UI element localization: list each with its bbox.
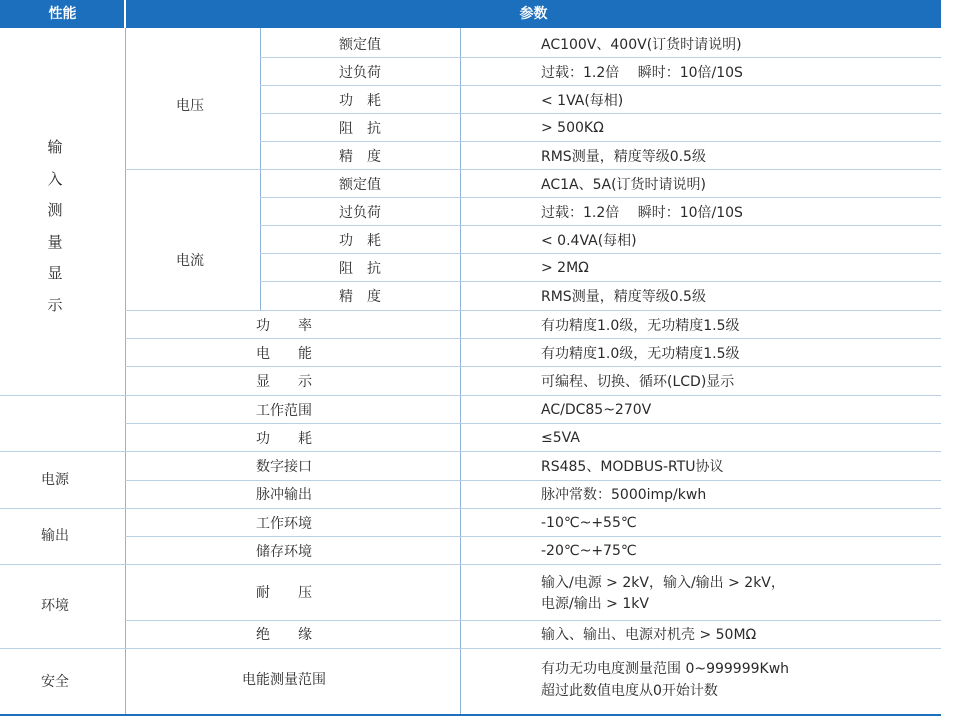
- grid-hline: [260, 253, 941, 254]
- row-value: < 1VA(每相): [541, 93, 624, 109]
- grid-hline: [260, 85, 941, 86]
- grid-hline: [260, 197, 941, 198]
- header-performance: 性能: [48, 6, 77, 22]
- row-value: 过载：1.2倍 瞬时：10倍/10S: [541, 65, 743, 81]
- row-value: 输入、输出、电源对机壳 > 50MΩ: [541, 627, 757, 643]
- row-label: 显 示: [256, 374, 312, 390]
- row-value: ≤5VA: [541, 430, 580, 446]
- row-label: 工作范围: [256, 403, 312, 419]
- row-label: 精 度: [339, 289, 381, 305]
- grid-hline: [125, 536, 941, 537]
- table-bottom-border: [0, 714, 941, 716]
- row-label: 电 能: [256, 346, 312, 362]
- sub-voltage: 电压: [176, 98, 204, 114]
- group-char: 入: [47, 169, 63, 188]
- row-label: 阻 抗: [339, 121, 381, 137]
- row-label: 功 耗: [339, 93, 381, 109]
- grid-hline: [125, 620, 941, 621]
- grid-hline: [0, 564, 941, 565]
- row-label: 精 度: [339, 149, 381, 165]
- energy-range-label: 电能测量范围: [242, 672, 326, 688]
- grid-hline: [0, 395, 941, 396]
- grid-hline: [260, 57, 941, 58]
- row-value: AC100V、400V(订货时请说明): [541, 37, 742, 53]
- row-label: 耐 压: [256, 585, 312, 601]
- row-label: 功 耗: [256, 431, 312, 447]
- row-value: RMS测量，精度等级0.5级: [541, 149, 706, 165]
- row-value: > 2MΩ: [541, 260, 589, 276]
- grid-vline-1: [125, 28, 126, 716]
- energy-range-note: 超过此数值电度从0开始计数: [541, 683, 718, 699]
- group-char: 量: [47, 232, 63, 251]
- grid-vline-3: [460, 28, 461, 716]
- grid-hline: [125, 338, 941, 339]
- row-label: 功 耗: [339, 233, 381, 249]
- grid-hline: [125, 169, 941, 170]
- row-label: 数字接口: [256, 459, 312, 475]
- row-label: 阻 抗: [339, 261, 381, 277]
- sub-current: 电流: [176, 253, 204, 269]
- grid-hline: [125, 423, 941, 424]
- group-char: 测: [47, 201, 63, 219]
- energy-range-value: 有功无功电度测量范围 0~999999Kwh: [541, 661, 790, 677]
- grid-hline: [125, 480, 941, 481]
- group-input-measure: [45, 132, 65, 321]
- grid-hline: [260, 141, 941, 142]
- grid-hline: [260, 113, 941, 114]
- row-label: 绝 缘: [256, 627, 312, 643]
- row-value: -10℃~+55℃: [541, 515, 637, 531]
- header-parameter: 参数: [519, 6, 548, 22]
- grid-hline: [125, 310, 941, 311]
- row-label: 脉冲输出: [256, 487, 312, 503]
- group-char: 示: [47, 295, 63, 314]
- row-value: > 500KΩ: [541, 120, 604, 136]
- group-safety: 安全: [41, 674, 69, 690]
- grid-hline: [260, 225, 941, 226]
- group-output: 输出: [41, 528, 69, 544]
- group-environment: 环境: [41, 598, 69, 614]
- row-value: 可编程、切换、循环(LCD)显示: [541, 374, 735, 390]
- row-label: 储存环境: [256, 544, 312, 560]
- row-value: RMS测量，精度等级0.5级: [541, 289, 706, 305]
- row-value: AC1A、5A(订货时请说明): [541, 177, 706, 193]
- row-value: 有功精度1.0级，无功精度1.5级: [541, 318, 740, 334]
- row-label: 过负荷: [339, 205, 381, 221]
- row-value: RS485、MODBUS-RTU协议: [541, 459, 724, 475]
- row-value: AC/DC85~270V: [541, 402, 652, 418]
- row-value: 有功精度1.0级，无功精度1.5级: [541, 346, 740, 362]
- row-value: 脉冲常数：5000imp/kwh: [541, 487, 707, 503]
- row-value: -20℃~+75℃: [541, 543, 637, 559]
- row-label: 功 率: [256, 318, 312, 334]
- group-char: 输: [47, 138, 63, 156]
- grid-hline: [0, 508, 941, 509]
- row-value: < 0.4VA(每相): [541, 233, 637, 249]
- row-label: 额定值: [339, 177, 381, 193]
- group-power-supply: 电源: [41, 472, 69, 488]
- grid-hline: [260, 281, 941, 282]
- grid-hline: [0, 451, 941, 452]
- row-value: 过载：1.2倍 瞬时：10倍/10S: [541, 205, 743, 221]
- row-label: 过负荷: [339, 65, 381, 81]
- row-value: 电源/输出 > 1kV: [541, 596, 649, 612]
- group-char: 显: [47, 264, 63, 282]
- grid-hline: [0, 648, 941, 649]
- grid-hline: [125, 366, 941, 367]
- row-label: 工作环境: [256, 516, 312, 532]
- row-value: 输入/电源 > 2kV，输入/输出 > 2kV，: [541, 575, 785, 591]
- row-label: 额定值: [339, 37, 381, 53]
